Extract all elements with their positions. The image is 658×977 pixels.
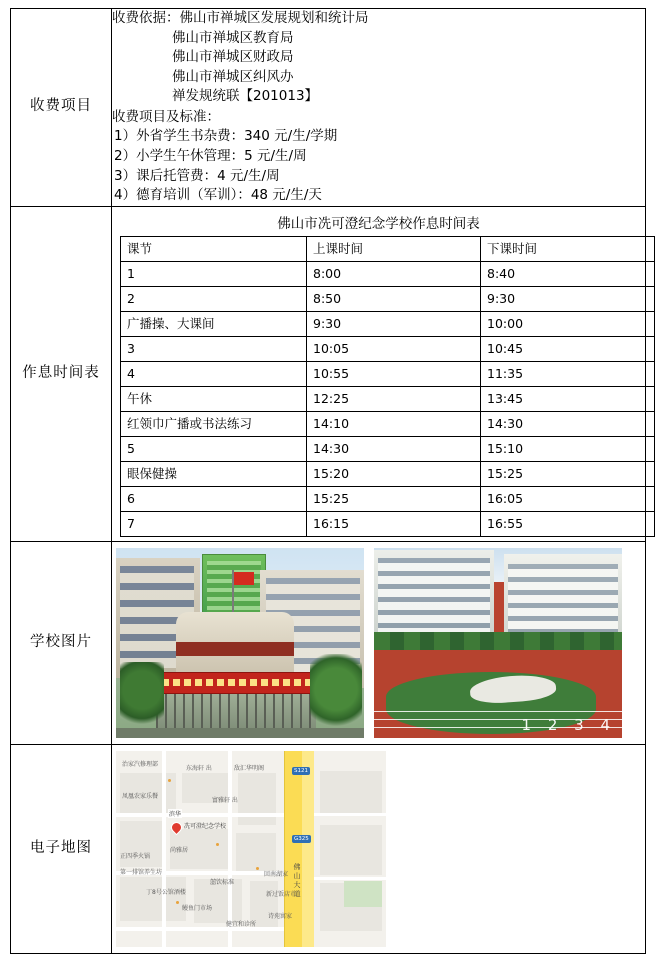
school-gate (156, 694, 316, 732)
map-poi: 诗苑寓家 (268, 912, 293, 920)
cell-end: 11:35 (481, 361, 655, 386)
map-poi: 新过饭店市 (266, 890, 297, 898)
map-poi: 正四季火锅 (120, 852, 151, 860)
fee-basis-line: 佛山市禅城区财政局 (172, 49, 294, 66)
map-poi-dot (176, 901, 179, 904)
ground (116, 728, 364, 738)
map-route-shield: S121 (294, 767, 308, 774)
map-road (116, 927, 284, 931)
map-poi: 富雅轩 出 (212, 796, 238, 804)
cell-period: 3 (121, 336, 307, 361)
map-poi: 东海轩 出 (186, 764, 212, 772)
map-block (120, 821, 162, 867)
cell-period: 广播操、大课间 (121, 311, 307, 336)
cell-end: 9:30 (481, 286, 655, 311)
map-road (228, 751, 232, 947)
column-header-start: 上课时间 (307, 236, 481, 261)
map-marker-badge: 滨华 (169, 810, 182, 818)
photos-row (11, 541, 646, 744)
cell-start: 16:15 (307, 511, 481, 536)
map-block (320, 771, 382, 815)
map-road (312, 877, 386, 880)
cell-end: 10:45 (481, 336, 655, 361)
fee-basis-line: 禅发规统联【201013】 (172, 88, 319, 105)
map-poi: 健宜和诊所 (226, 920, 257, 928)
map-road (162, 751, 166, 947)
map-road (116, 813, 284, 817)
cell-period: 红领巾广播或书法练习 (121, 411, 307, 436)
map-row-label: 电子地图 (11, 744, 112, 953)
map-route-shield: G325 (294, 835, 309, 842)
photos-row-content (112, 541, 646, 744)
table-row (121, 461, 655, 486)
fee-row-label: 收费项目 (11, 9, 112, 207)
school-gate-photo (116, 548, 364, 738)
lane-numbers: 1 2 3 4 (521, 715, 616, 734)
schedule-title: 佛山市冼可澄纪念学校作息时间表 (277, 215, 480, 232)
cell-end: 16:55 (481, 511, 655, 536)
fee-items-title: 收费项目及标准： (112, 108, 220, 125)
cell-end: 8:40 (481, 261, 655, 286)
cell-end: 15:10 (481, 436, 655, 461)
map-row (11, 744, 646, 953)
map-poi: 囍饮标准 (210, 878, 235, 886)
school-info-table (10, 8, 646, 954)
fee-basis-line: 佛山市禅城区纠风办 (172, 68, 294, 85)
cell-end: 15:25 (481, 461, 655, 486)
cell-start: 14:30 (307, 436, 481, 461)
cell-end: 10:00 (481, 311, 655, 336)
table-row (121, 261, 655, 286)
table-row (121, 311, 655, 336)
cell-period: 2 (121, 286, 307, 311)
tree (310, 654, 362, 732)
school-track-photo (374, 548, 622, 738)
map-row-content (112, 744, 646, 953)
schedule-row-label-text: 作息时间表 (22, 364, 100, 381)
map-green-area (344, 881, 382, 907)
cell-start: 9:30 (307, 311, 481, 336)
map-poi-dot (216, 843, 219, 846)
map-poi: 丁8号公馆酒楼 (146, 888, 186, 896)
cell-period: 午休 (121, 386, 307, 411)
map-block (120, 877, 186, 921)
map-block (320, 825, 382, 875)
schedule-row-label (11, 206, 112, 541)
fee-basis-line: 佛山市禅城区教育局 (172, 29, 294, 46)
cell-start: 8:50 (307, 286, 481, 311)
cell-period: 眼保健操 (121, 461, 307, 486)
cell-period: 5 (121, 436, 307, 461)
table-header-row (121, 236, 655, 261)
cell-period: 7 (121, 511, 307, 536)
fee-row-content (112, 9, 646, 207)
rotunda-band-upper (176, 642, 294, 656)
table-row (121, 486, 655, 511)
map-poi-dot (256, 867, 259, 870)
cell-end: 14:30 (481, 411, 655, 436)
fee-row (11, 9, 646, 207)
flag-icon (232, 570, 234, 612)
map-highway-inner (302, 751, 314, 947)
fee-item: 4）德育培训（军训）：48 元/生/天 (114, 187, 322, 204)
electronic-map[interactable] (116, 751, 386, 947)
fee-item: 1）外省学生书杂费：340 元/生/学期 (114, 128, 338, 145)
cell-start: 15:25 (307, 486, 481, 511)
map-poi: 尚雅居 (170, 846, 189, 854)
map-marker-label: 冼可澄纪念学校 (184, 822, 227, 830)
column-header-period: 课节 (121, 236, 307, 261)
photos-row-label: 学校图片 (11, 541, 112, 744)
map-poi: 治家汽修理部 (122, 760, 159, 768)
running-track (374, 650, 622, 738)
map-poi: 鳗鱼门市场 (182, 904, 213, 912)
fee-item: 3）课后托管费：4 元/生/周 (114, 167, 280, 184)
column-header-end: 下课时间 (481, 236, 655, 261)
table-row (121, 436, 655, 461)
table-row (121, 411, 655, 436)
schedule-table (120, 236, 655, 537)
map-poi: 凤凰农家乐餐 (122, 792, 159, 800)
red-banner (142, 672, 334, 694)
cell-start: 10:55 (307, 361, 481, 386)
table-row (121, 361, 655, 386)
cell-start: 8:00 (307, 261, 481, 286)
cell-start: 10:05 (307, 336, 481, 361)
table-row (121, 286, 655, 311)
schedule-row (11, 206, 646, 541)
classroom-building-left (374, 550, 494, 638)
tree (120, 662, 164, 732)
table-row (121, 336, 655, 361)
cell-start: 12:25 (307, 386, 481, 411)
map-road-label: 佛山大道 (293, 862, 301, 899)
map-road (312, 813, 386, 816)
cell-period: 6 (121, 486, 307, 511)
cell-end: 13:45 (481, 386, 655, 411)
map-block (238, 773, 276, 825)
cell-period: 4 (121, 361, 307, 386)
cell-period: 1 (121, 261, 307, 286)
schedule-row-content (112, 206, 646, 541)
table-row (121, 386, 655, 411)
cell-start: 14:10 (307, 411, 481, 436)
lane-line (374, 711, 622, 712)
map-poi: 敌汇华明阁 (234, 764, 265, 772)
map-poi: 第一排馆养生坊 (120, 868, 163, 876)
table-row (121, 511, 655, 536)
cell-start: 15:20 (307, 461, 481, 486)
cell-end: 16:05 (481, 486, 655, 511)
fee-basis-title: 收费依据：佛山市禅城区发展规划和统计局 (112, 10, 369, 26)
map-poi: 回南湖家 (264, 870, 289, 878)
map-poi-dot (168, 779, 171, 782)
fee-item: 2）小学生午休管理：5 元/生/周 (114, 147, 307, 164)
